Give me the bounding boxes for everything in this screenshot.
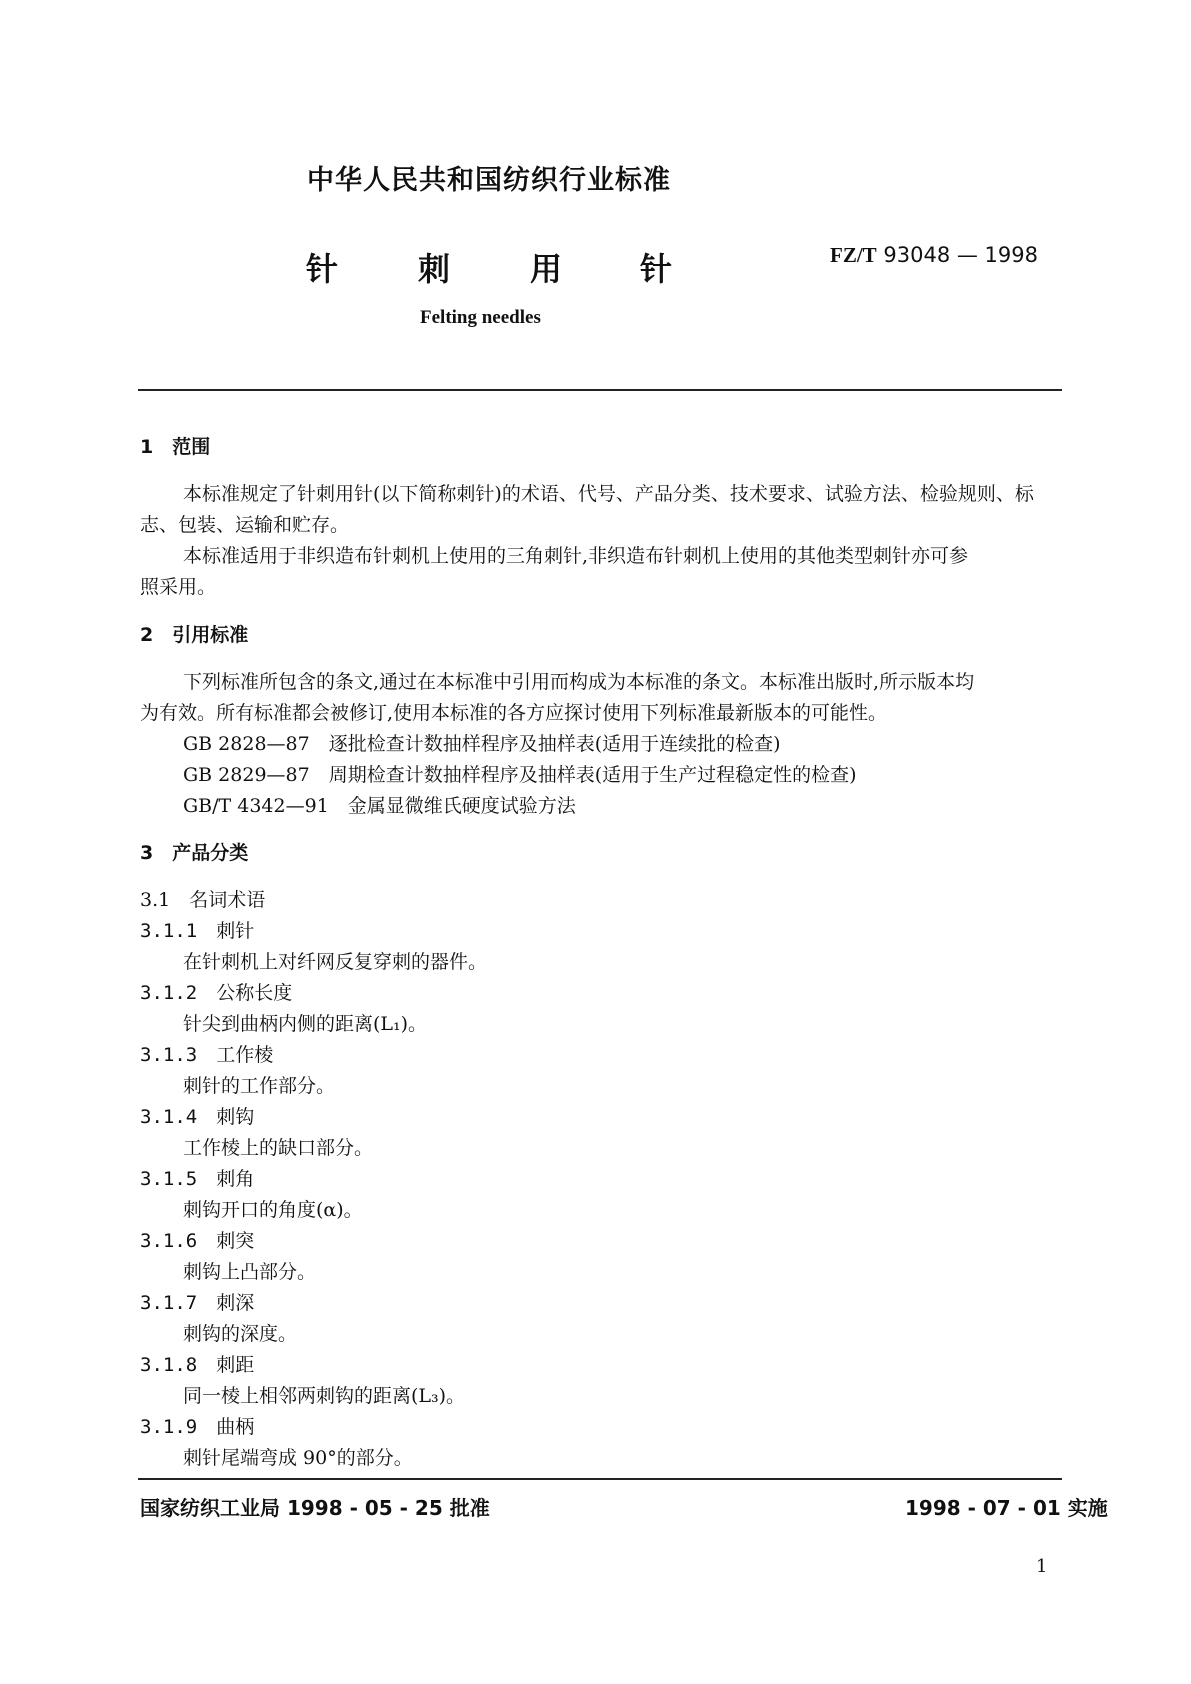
term-definition: 针尖到曲柄内侧的距离(L₁)。 <box>183 1013 428 1035</box>
english-title: Felting needles <box>420 307 541 328</box>
term-definition: 工作棱上的缺口部分。 <box>183 1137 374 1159</box>
term-name: 刺距 <box>216 1354 255 1376</box>
term-number: 3.1.7 <box>140 1292 198 1314</box>
term-name: 刺针 <box>216 920 255 942</box>
approval-date: 国家纺织工业局 1998 - 05 - 25 批准 <box>140 1496 490 1520</box>
term-name: 刺角 <box>216 1168 255 1190</box>
title-char-3: 用 <box>530 250 563 288</box>
term-heading <box>140 916 254 943</box>
term-heading <box>140 1412 254 1439</box>
section-1-para-2-line-2: 照采用。 <box>140 576 217 598</box>
subsection-3-1-heading: 3.1 名词术语 <box>140 889 266 911</box>
section-3-heading: 3 产品分类 <box>140 842 249 864</box>
footer-divider <box>138 1478 1062 1480</box>
term-name: 工作棱 <box>216 1044 274 1066</box>
term-number: 3.1.4 <box>140 1106 198 1128</box>
standard-code: 93048 — 1998 <box>883 243 1038 267</box>
term-definition: 刺钩上凸部分。 <box>183 1261 317 1283</box>
standard-number <box>830 243 1038 268</box>
term-definition: 刺钩的深度。 <box>183 1323 298 1345</box>
term-heading <box>140 1164 254 1191</box>
term-number: 3.1.5 <box>140 1168 198 1190</box>
section-2-para-line-2: 为有效。所有标准都会被修订,使用本标准的各方应探讨使用下列标准最新版本的可能性。 <box>140 702 888 724</box>
reference-item: GB 2828—87 逐批检查计数抽样程序及抽样表(适用于连续批的检查) <box>183 733 781 755</box>
term-heading <box>140 1226 254 1253</box>
section-1-para-2-line-1: 本标准适用于非织造布针刺机上使用的三角刺针,非织造布针刺机上使用的其他类型刺针亦可参 <box>183 545 969 567</box>
term-number: 3.1.3 <box>140 1044 198 1066</box>
term-number: 3.1.2 <box>140 982 198 1004</box>
term-heading <box>140 1350 254 1377</box>
section-2-para-line-1: 下列标准所包含的条文,通过在本标准中引用而构成为本标准的条文。本标准出版时,所示版本均 <box>183 671 975 693</box>
section-1-heading: 1 范围 <box>140 436 211 458</box>
term-definition: 在针刺机上对纤网反复穿刺的器件。 <box>183 951 488 973</box>
term-name: 曲柄 <box>216 1416 255 1438</box>
term-name: 刺钩 <box>216 1106 255 1128</box>
page-number: 1 <box>1036 1556 1048 1577</box>
section-2-heading: 2 引用标准 <box>140 624 249 646</box>
reference-item: GB 2829—87 周期检查计数抽样程序及抽样表(适用于生产过程稳定性的检查) <box>183 764 857 786</box>
term-definition: 同一棱上相邻两刺钩的距离(L₃)。 <box>183 1385 466 1407</box>
term-number: 3.1.1 <box>140 920 198 942</box>
title-char-1: 针 <box>306 250 339 288</box>
term-number: 3.1.6 <box>140 1230 198 1252</box>
term-definition: 刺针尾端弯成 90°的部分。 <box>183 1447 413 1469</box>
term-name: 刺深 <box>216 1292 255 1314</box>
standard-prefix: FZ/T <box>830 243 877 267</box>
term-number: 3.1.8 <box>140 1354 198 1376</box>
title-char-2: 刺 <box>418 250 451 288</box>
term-definition: 刺针的工作部分。 <box>183 1075 336 1097</box>
term-heading <box>140 978 292 1005</box>
header-divider <box>138 389 1062 391</box>
term-heading <box>140 1040 273 1067</box>
term-name: 刺突 <box>216 1230 255 1252</box>
term-definition: 刺钩开口的角度(α)。 <box>183 1199 363 1221</box>
term-heading <box>140 1288 254 1315</box>
term-name: 公称长度 <box>216 982 293 1004</box>
term-heading <box>140 1102 254 1129</box>
title-char-4: 针 <box>640 250 673 288</box>
implementation-date: 1998 - 07 - 01 实施 <box>905 1496 1108 1520</box>
reference-item: GB/T 4342—91 金属显微维氏硬度试验方法 <box>183 795 576 817</box>
section-1-para-1-line-1: 本标准规定了针刺用针(以下简称刺针)的术语、代号、产品分类、技术要求、试验方法、检验规则、标 <box>183 483 1034 505</box>
term-number: 3.1.9 <box>140 1416 198 1438</box>
issuing-org-title: 中华人民共和国纺织行业标准 <box>307 165 671 196</box>
section-1-para-1-line-2: 志、包装、运输和贮存。 <box>140 514 350 536</box>
